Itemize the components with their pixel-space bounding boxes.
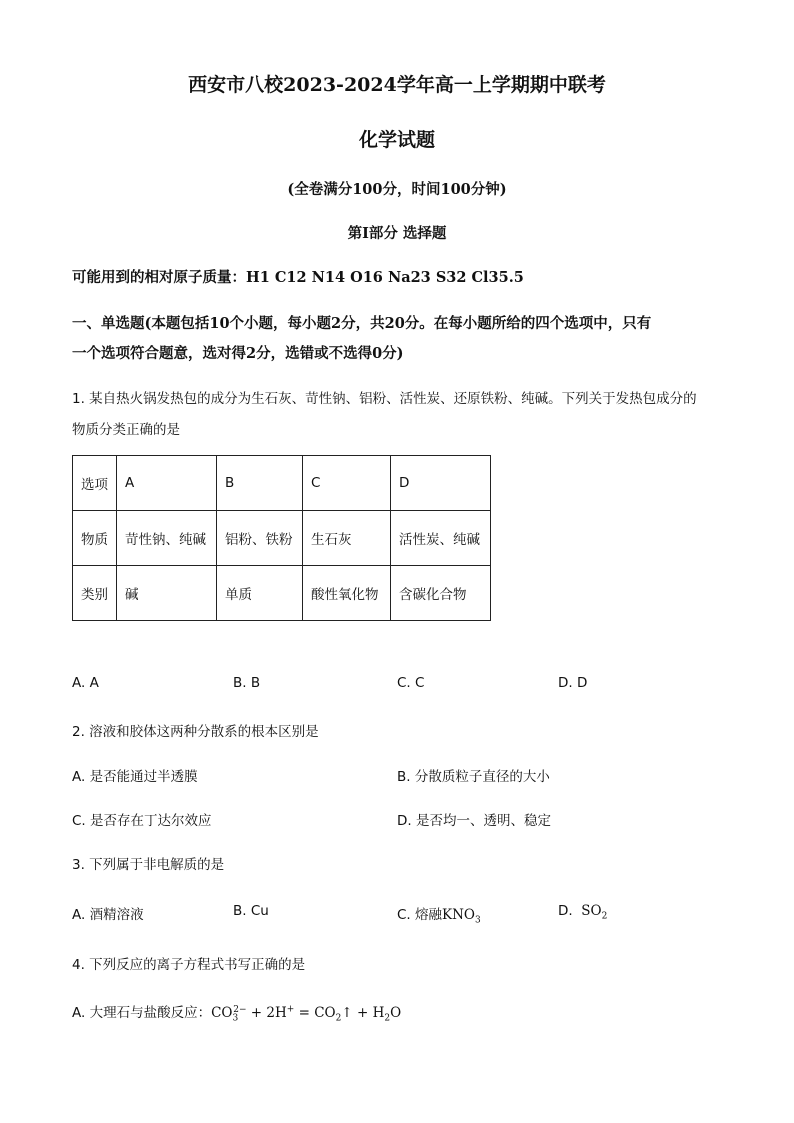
q3-option-d[interactable] <box>558 903 607 922</box>
eq-hydrogen-charge: + <box>286 1004 295 1015</box>
eq-carbonate-charge: 2− <box>233 1004 247 1015</box>
table-cell: 单质 <box>217 566 303 621</box>
q3-option-b[interactable]: B. Cu <box>233 903 269 919</box>
q2-option-d[interactable]: D. 是否均一、透明、稳定 <box>397 813 551 829</box>
eq-plus-water: + H <box>352 1005 385 1021</box>
q1-option-d[interactable]: D. D <box>558 675 588 691</box>
q3-option-a[interactable]: A. 酒精溶液 <box>72 907 144 923</box>
q1-classification-table <box>72 455 491 621</box>
exam-note: (全卷满分100分，时间100分钟) <box>287 181 507 198</box>
table-cell: 酸性氧化物 <box>303 566 391 621</box>
table-cell: B <box>217 456 303 511</box>
q1-option-b[interactable]: B. B <box>233 675 261 691</box>
q4-option-a-label: A. 大理石与盐酸反应： <box>72 1005 212 1021</box>
table-row <box>73 511 491 566</box>
q1-option-c[interactable]: C. C <box>397 675 425 691</box>
eq-plus-hydrogen: + 2H <box>246 1005 287 1021</box>
atomic-masses: 可能用到的相对原子质量：H1 C12 N14 O16 Na23 S32 Cl35.5 <box>72 269 524 286</box>
q3-option-d-subscript: 2 <box>601 911 608 922</box>
table-cell: 碱 <box>117 566 217 621</box>
gas-arrow-icon: ↑ <box>341 1005 353 1021</box>
table-cell: 活性炭、纯碱 <box>391 511 491 566</box>
q1-option-a[interactable]: A. A <box>72 675 99 691</box>
q4-option-a[interactable] <box>72 1001 401 1024</box>
eq-equals-co2: = CO <box>294 1005 336 1021</box>
section-instructions-line2: 一个选项符合题意，选对得2分，选错或不选得0分) <box>72 345 404 362</box>
eq-water-sub: 2 <box>384 1013 391 1024</box>
q4-stem: 4. 下列反应的离子方程式书写正确的是 <box>72 957 306 973</box>
q1-stem-line1: 1. 某自热火锅发热包的成分为生石灰、苛性钠、铝粉、活性炭、还原铁粉、纯碱。下列关于发热包成分的 <box>72 391 697 407</box>
table-cell: 生石灰 <box>303 511 391 566</box>
q3-option-c[interactable] <box>397 903 481 926</box>
table-cell: 类别 <box>73 566 117 621</box>
eq-co2-sub: 2 <box>335 1013 342 1024</box>
q3-option-c-formula: KNO <box>442 907 475 923</box>
q2-stem: 2. 溶液和胶体这两种分散系的根本区别是 <box>72 724 319 740</box>
exam-title: 西安市八校2023-2024学年高一上学期期中联考 <box>188 74 606 96</box>
q2-option-a[interactable]: A. 是否能通过半透膜 <box>72 769 198 785</box>
ionic-equation <box>211 1004 402 1024</box>
q3-option-c-label: C. 熔融 <box>397 907 443 923</box>
eq-carbonate: CO <box>211 1005 233 1021</box>
table-cell: 苛性钠、纯碱 <box>117 511 217 566</box>
q3-stem: 3. 下列属于非电解质的是 <box>72 857 225 873</box>
q3-option-d-formula: SO <box>581 903 602 919</box>
table-cell: D <box>391 456 491 511</box>
eq-oxygen: O <box>390 1005 402 1021</box>
table-cell: 物质 <box>73 511 117 566</box>
eq-carbonate-sub: 3 <box>232 1013 239 1024</box>
table-cell: 选项 <box>73 456 117 511</box>
q2-option-c[interactable]: C. 是否存在丁达尔效应 <box>72 813 212 829</box>
subject-title: 化学试题 <box>358 129 435 151</box>
table-row <box>73 456 491 511</box>
table-cell: 铝粉、铁粉 <box>217 511 303 566</box>
q3-option-c-subscript: 3 <box>474 915 481 926</box>
section-instructions-line1: 一、单选题(本题包括10个小题，每小题2分，共20分。在每小题所给的四个选项中，只有 <box>72 315 652 332</box>
table-cell: A <box>117 456 217 511</box>
table-cell: C <box>303 456 391 511</box>
table-row <box>73 566 491 621</box>
table-cell: 含碳化合物 <box>391 566 491 621</box>
part-heading: 第I部分 选择题 <box>347 225 447 242</box>
q1-stem-line2: 物质分类正确的是 <box>72 422 180 438</box>
q2-option-b[interactable]: B. 分散质粒子直径的大小 <box>397 769 550 785</box>
q3-option-d-label: D. <box>558 903 573 919</box>
